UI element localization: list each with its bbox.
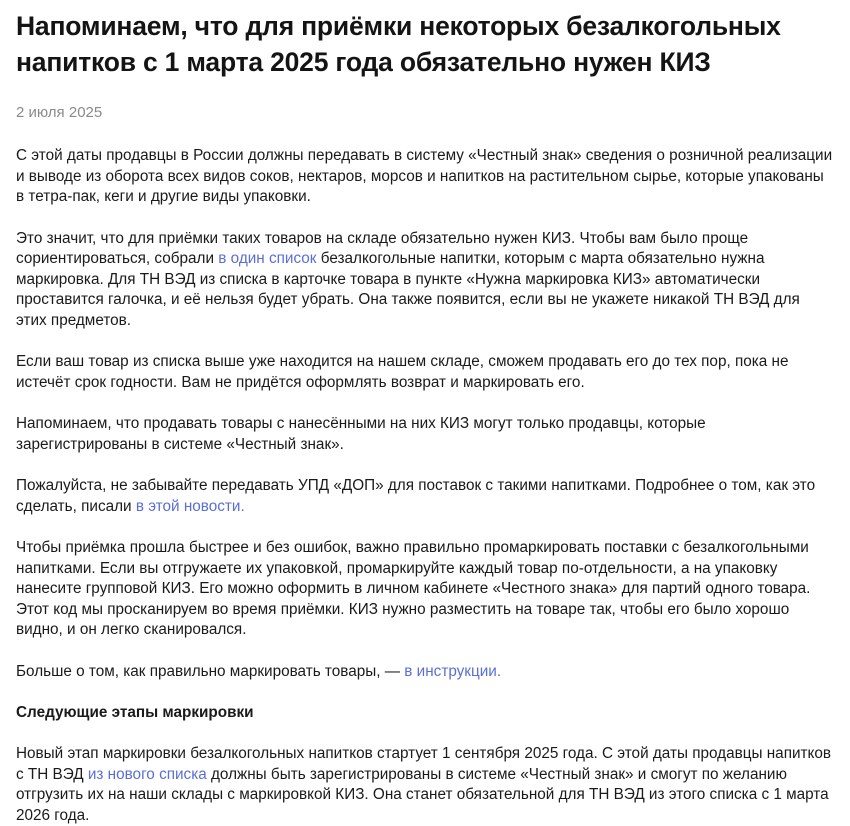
paragraph-2 — [16, 229, 834, 332]
paragraph-2-text-after: безалкогольные напитки, которым с марта обязательно нужна маркировка. Для ТН ВЭД из списка в карточке товара в пункте «Нужна маркировка КИЗ» автоматически проставится галочка, и её нельзя будет убрать. Она также появится, если вы не укажете никакой ТН ВЭД для этих предметов. — [16, 250, 800, 329]
article-title: Напоминаем, что для приёмки некоторых безалкогольных напитков с 1 марта 2025 года обязательно нужен КИЗ — [16, 11, 781, 77]
paragraph-2-text-before: Это значит, что для приёмки таких товаров на складе обязательно нужен КИЗ. Чтобы вам было проще сориентироваться, собрали — [16, 229, 749, 267]
one-list-link[interactable]: в один список — [218, 250, 317, 267]
new-list-link[interactable]: из нового списка — [87, 765, 207, 783]
paragraph-8-text-after: должны быть зарегистрированы в системе «Честный знак» и смогут по желанию отгрузить их на наши склады с маркировкой КИЗ. Она станет обязательной для ТН ВЭД из этого списка с 1 марта 2026 года. — [16, 765, 829, 824]
paragraph-8 — [16, 744, 834, 826]
paragraph-3: Если ваш товар из списка выше уже находится на нашем складе, сможем продавать его до тех пор, пока не истечёт срок годности. Вам не придётся оформлять возврат и маркировать его. — [16, 353, 789, 391]
paragraph-4: Напоминаем, что продавать товары с нанесёнными на них КИЗ могут только продавцы, которые зарегистрированы в системе «Честный знак». — [16, 415, 706, 453]
paragraph-1: С этой даты продавцы в России должны передавать в систему «Честный знак» сведения о розничной реализации и выводе из оборота всех видов соков, нектаров, морсов и напитков на растительном сырье, которые упакованы в тетра-пак, кеги и другие виды упаковки. — [16, 147, 833, 205]
paragraph-8-text-before: Новый этап маркировки безалкогольных напитков стартует 1 сентября 2025 года. С этой даты продавцы напитков с ТН ВЭД — [16, 745, 832, 783]
paragraph-5 — [16, 476, 834, 517]
paragraph-5-text-before: Пожалуйста, не забывайте передавать УПД «ДОП» для поставок с такими напитками. Подробнее о том, как это сделать, писали — [16, 477, 816, 515]
next-stages-heading: Следующие этапы маркировки — [16, 704, 254, 721]
paragraph-7 — [16, 662, 834, 683]
paragraph-7-text-before: Больше о том, как правильно маркировать товары, — — [16, 662, 405, 680]
paragraph-6: Чтобы приёмка прошла быстрее и без ошибок, важно правильно промаркировать поставки с безалкогольными напитками. Если вы отгружаете их упаковкой, промаркируйте каждый товар по-отдельности, а на упаковку нанесите групповой КИЗ. Его можно оформить в личном кабинете «Честного знака» для партий одного товара. Этот код мы просканируем во время приёмки. КИЗ нужно разместить на товаре так, чтобы его было хорошо видно, и он легко сканировался. — [16, 539, 811, 638]
instructions-link[interactable]: в инструкции. — [404, 662, 502, 680]
article-date: 2 июля 2025 — [16, 104, 103, 121]
this-news-link[interactable]: в этой новости. — [135, 497, 245, 515]
